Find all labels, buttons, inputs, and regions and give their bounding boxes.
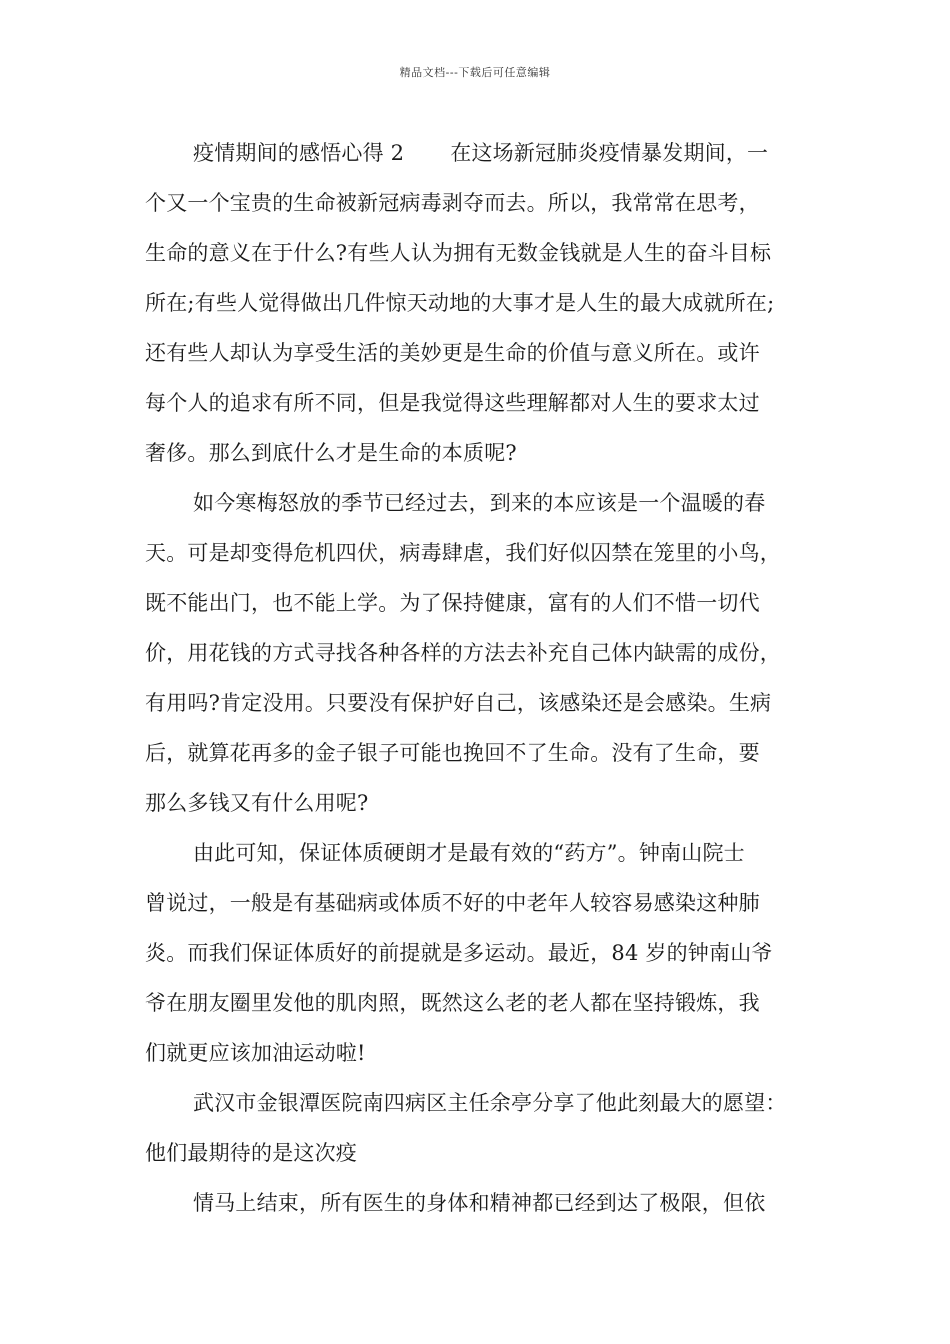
paragraph-line: 他们最期待的是这次疫 (145, 1141, 357, 1165)
paragraph-line: 天。可是却变得危机四伏，病毒肆虐，我们好似囚禁在笼里的小鸟， (145, 541, 781, 565)
paragraph-4 (145, 1078, 821, 1178)
document-title: 疫情期间的感悟心得 2 (193, 141, 405, 165)
paragraph-line: 情马上结束，所有医生的身体和精神都已经到达了极限，但依 (193, 1191, 766, 1215)
paragraph-line: 那么多钱又有什么用呢? (145, 791, 369, 815)
paragraph-line: 由此可知，保证体质硬朗才是最有效的“药方”。钟南山院士 (193, 841, 745, 865)
paragraph-1 (145, 128, 821, 478)
paragraph-line: 价，用花钱的方式寻找各种各样的方法去补充自己体内缺需的成份， (145, 641, 781, 665)
paragraph-line: 有用吗?肯定没用。只要没有保护好自己，该感染还是会感染。生病 (145, 691, 772, 715)
paragraph-line: 爷在朋友圈里发他的肌肉照，既然这么老的老人都在坚持锻炼，我 (145, 991, 760, 1015)
page-header: 精品文档---下载后可任意编辑 (399, 66, 551, 79)
paragraph-line: 后，就算花再多的金子银子可能也挽回不了生命。没有了生命，要 (145, 741, 760, 765)
paragraph-line: 既不能出门，也不能上学。为了保持健康，富有的人们不惜一切代 (145, 591, 760, 615)
paragraph-line: 每个人的追求有所不同，但是我觉得这些理解都对人生的要求太过 (145, 391, 760, 415)
paragraph-line: 如今寒梅怒放的季节已经过去，到来的本应该是一个温暖的春 (193, 491, 766, 515)
paragraph-3 (145, 828, 821, 1078)
paragraph-line: 武汉市金银潭医院南四病区主任余亭分享了他此刻最大的愿望： (193, 1091, 787, 1115)
paragraph-line: 还有些人却认为享受生活的美妙更是生命的价值与意义所在。或许 (145, 341, 760, 365)
paragraph-line: 曾说过，一般是有基础病或体质不好的中老年人较容易感染这种肺 (145, 891, 760, 915)
paragraph-line: 炎。而我们保证体质好的前提就是多运动。最近，84 岁的钟南山爷 (145, 941, 773, 965)
document-body (145, 128, 821, 1228)
paragraph-line: 们就更应该加油运动啦! (145, 1041, 366, 1065)
paragraph-line: 奢侈。那么到底什么才是生命的本质呢? (145, 441, 517, 465)
paragraph-line: 个又一个宝贵的生命被新冠病毒剥夺而去。所以，我常常在思考， (145, 191, 760, 215)
paragraph-line: 生命的意义在于什么?有些人认为拥有无数金钱就是人生的奋斗目标 (145, 241, 772, 265)
paragraph-line-text: 在这场新冠肺炎疫情暴发期间，一 (450, 141, 769, 165)
paragraph-line (145, 128, 821, 178)
paragraph-5 (145, 1178, 821, 1228)
paragraph-line: 所在;有些人觉得做出几件惊天动地的大事才是人生的最大成就所在; (145, 291, 775, 315)
paragraph-2 (145, 478, 821, 828)
